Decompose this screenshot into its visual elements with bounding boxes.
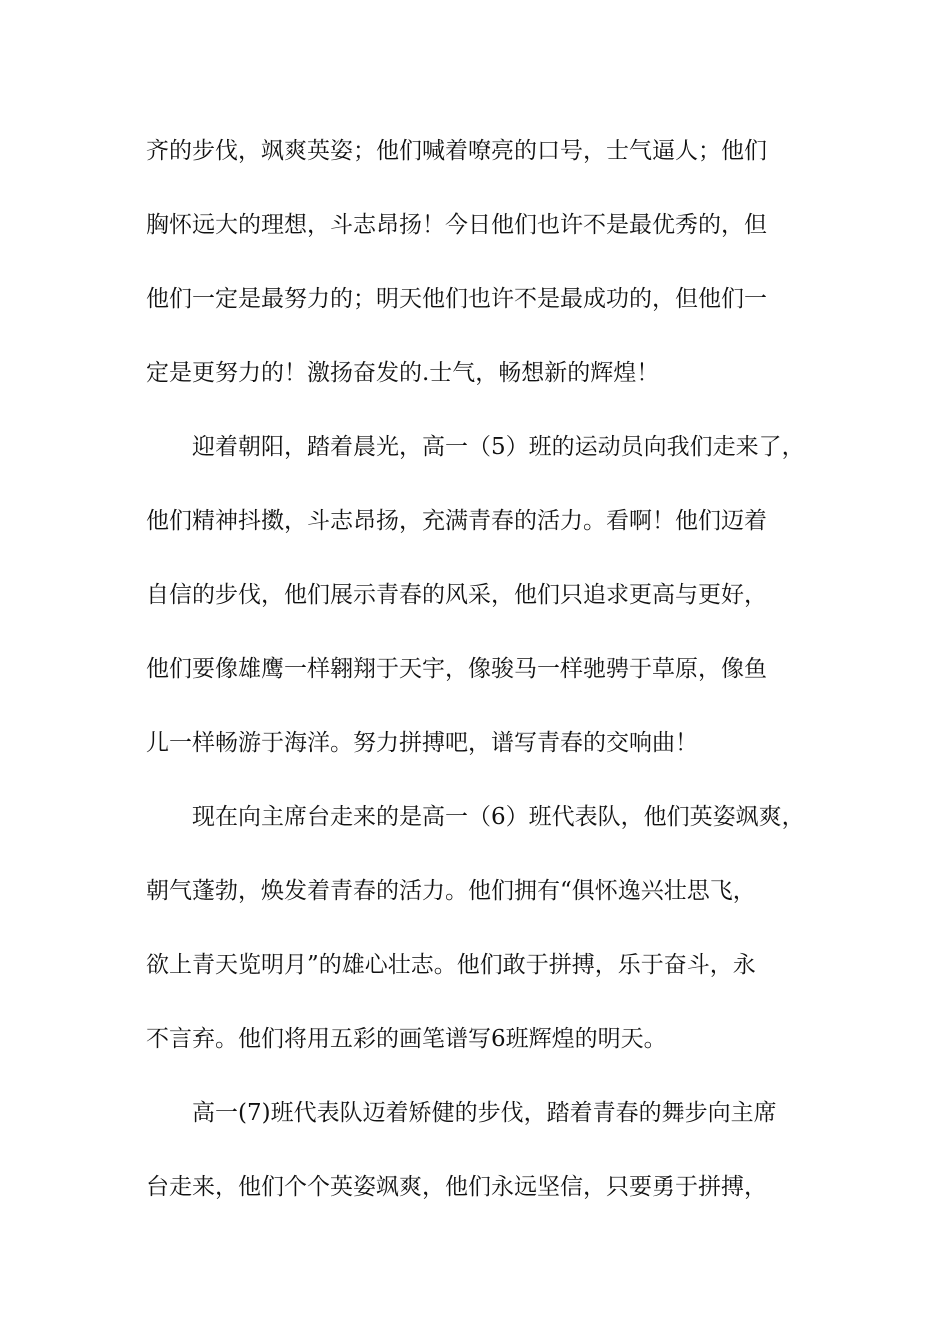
text-line: 他们一定是最努力的；明天他们也许不是最成功的，但他们一 (146, 286, 767, 312)
document-body (146, 128, 836, 1238)
paragraph-first-line: 现在向主席台走来的是高一（6）班代表队，他们英姿飒爽， (192, 804, 805, 830)
text-line: 台走来，他们个个英姿飒爽，他们永远坚信，只要勇于拼搏， (146, 1174, 767, 1200)
paragraph-first-line: 迎着朝阳，踏着晨光，高一（5）班的运动员向我们走来了， (192, 434, 805, 460)
text-line: 不言弃。他们将用五彩的画笔谱写6班辉煌的明天。 (146, 1026, 667, 1052)
text-line: 他们要像雄鹰一样翱翔于天宇，像骏马一样驰骋于草原，像鱼 (146, 656, 767, 682)
text-line: 欲上青天览明月”的雄心壮志。他们敢于拼搏，乐于奋斗，永 (146, 952, 756, 978)
text-line: 他们精神抖擞，斗志昂扬，充满青春的活力。看啊！他们迈着 (146, 508, 767, 534)
paragraph-first-line: 高一(7)班代表队迈着矫健的步伐，踏着青春的舞步向主席 (192, 1100, 777, 1126)
text-line: 儿一样畅游于海洋。努力拼搏吧，谱写青春的交响曲！ (146, 730, 698, 756)
text-line: 定是更努力的！激扬奋发的.士气，畅想新的辉煌！ (146, 360, 660, 386)
text-line: 胸怀远大的理想，斗志昂扬！今日他们也许不是最优秀的，但 (146, 212, 767, 238)
text-line: 齐的步伐，飒爽英姿；他们喊着嘹亮的口号，士气逼人；他们 (146, 138, 767, 164)
text-line: 朝气蓬勃，焕发着青春的活力。他们拥有“俱怀逸兴壮思飞， (146, 878, 756, 904)
text-line: 自信的步伐，他们展示青春的风采，他们只追求更高与更好， (146, 582, 767, 608)
